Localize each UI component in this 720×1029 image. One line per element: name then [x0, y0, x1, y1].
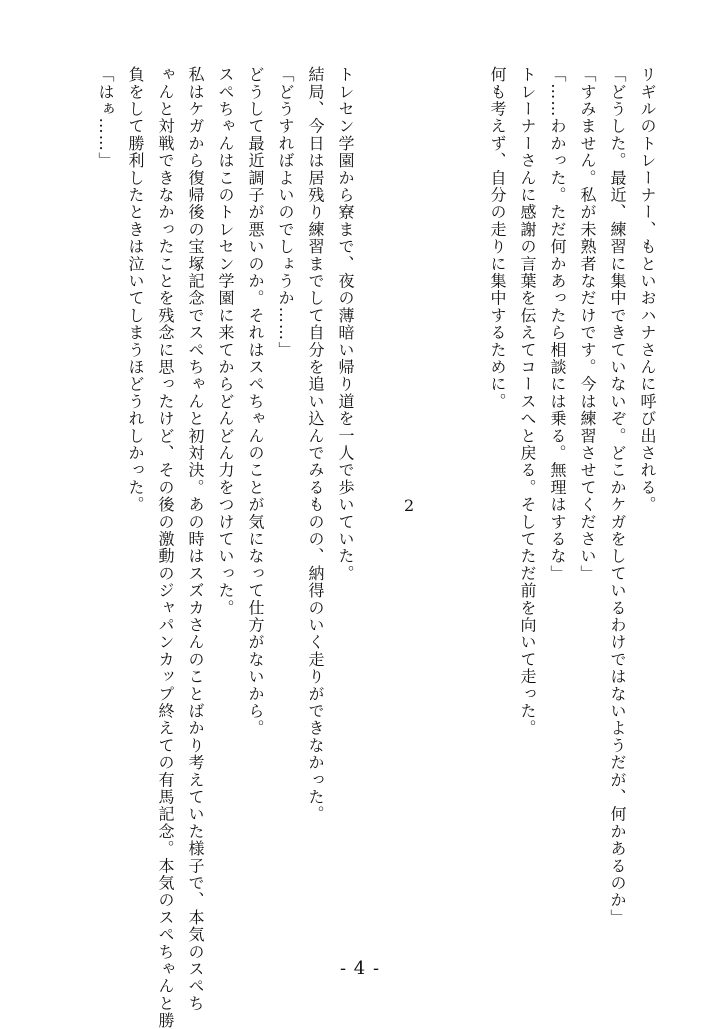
- text-line: 何も考えず、自分の走りに集中するために。: [488, 66, 507, 410]
- text-line: 負をして勝利したときは泣いてしまうほどうれしかった。: [126, 66, 145, 514]
- text-line: スペちゃんはこのトレセン学園に来てからどんどん力をつけていった。: [216, 66, 235, 617]
- text-line: 「すみません。私が未熟者なだけです。今は練習させてください」: [578, 66, 597, 582]
- first-section-text: [482, 66, 662, 946]
- text-line: 「はぁ……」: [96, 66, 115, 170]
- text-line: 「どうすればよいのでしょうか……」: [276, 66, 295, 359]
- text-line: 「……わかった。ただ何かあったら相談には乗る。無理はするな」: [548, 66, 567, 582]
- text-line: リギルのトレーナー、もといおハナさんに呼び出される。: [638, 66, 657, 514]
- text-line: 結局、今日は居残り練習までして自分を追い込んでみるものの、納得のいく走りができなかった。: [306, 66, 325, 823]
- text-line: 私はケガから復帰後の宝塚記念でスペちゃんと初対決。あの時はスズカさんのことばかり考えていた様子で、本気のスペち: [186, 66, 205, 1012]
- text-line: どうして最近調子が悪いのか。それはスペちゃんのことが気になって仕方がないから。: [246, 66, 265, 737]
- text-line: トレーナーさんに感謝の言葉を伝えてコースへと戻る。そしてただ前を向いて走った。: [518, 66, 537, 737]
- section-number: 2: [404, 496, 415, 515]
- second-section-text: [90, 66, 360, 1029]
- page-number: - 4 -: [339, 958, 381, 979]
- text-line: トレセン学園から寮まで、夜の薄暗い帰り道を一人で歩いていた。: [336, 66, 355, 582]
- text-line: ゃんと対戦できなかったことを残念に思ったけど、その後の激動のジャパンカップ終えての有馬記念。本気のスペちゃんと勝: [156, 66, 175, 1029]
- text-line: 「どうした。最近、練習に集中できていないぞ。どこかケガをしているわけではないようだが、何かあるのか」: [608, 66, 627, 926]
